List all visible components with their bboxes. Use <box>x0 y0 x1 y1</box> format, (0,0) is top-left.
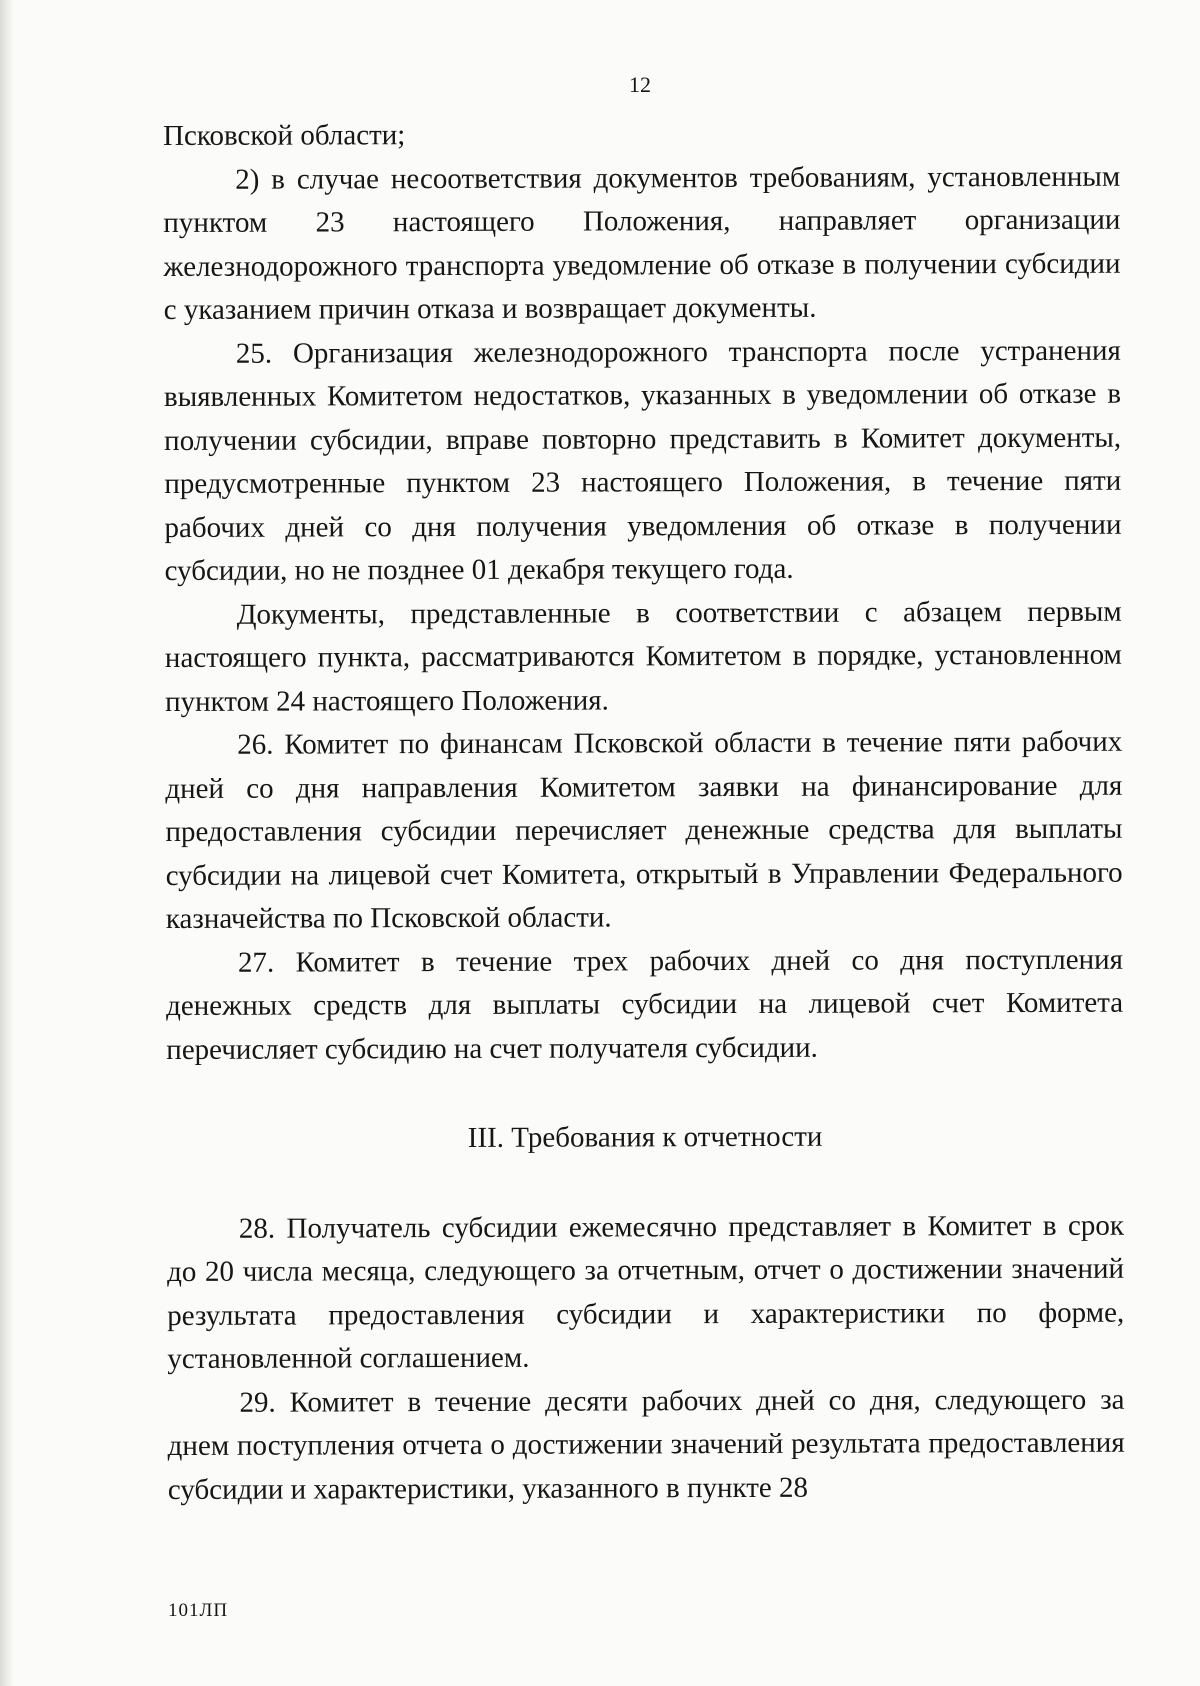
document-code: 101ЛП <box>168 1600 229 1621</box>
paragraph-28: 28. Получатель субсидии ежемесячно представляет в Комитет в срок до 20 числа месяца, следующего за отчетным, отчет о достижении значений результата предоставления субсидии и характеристики по форме, установленной соглашением. <box>166 1209 1125 1375</box>
paragraph-25: 25. Организация железнодорожного транспорта после устранения выявленных Комитетом недостатков, указанных в уведомлении об отказе в получении субсидии, вправе повторно представить в Комитет документы, предусмотренные пунктом 23 настоящего Положения, в течение пяти рабочих дней со дня получения уведомления об отказе в получении субсидии, но не позднее 01 декабря текущего года. <box>163 334 1122 587</box>
page-number: 12 <box>629 72 651 97</box>
document-body <box>163 112 1125 1512</box>
paragraph-25-second: Документы, представленные в соответствии с абзацем первым настоящего пункта, рассматриваются Комитетом в порядке, установленном пунктом 24 настоящего Положения. <box>164 595 1122 718</box>
paragraph-continuation: Псковской области; <box>163 119 406 152</box>
scan-edge <box>0 0 14 1686</box>
paragraph-27: 27. Комитет в течение трех рабочих дней со дня поступления денежных средств для выплаты субсидии на лицевой счет Комитета перечисляет субсидию на счет получателя субсидии. <box>166 943 1124 1066</box>
section-heading: III. Требования к отчетности <box>467 1120 823 1154</box>
paragraph-29: 29. Комитет в течение десяти рабочих дней со дня, следующего за днем поступления отчета о достижении значений результата предоставления субсидии и характеристики, указанного в пункте 28 <box>167 1383 1125 1506</box>
paragraph-26: 26. Комитет по финансам Псковской области в течение пяти рабочих дней со дня направления Комитетом заявки на финансирование для предоставления субсидии перечисляет денежные средства для выплаты субсидии на лицевой счет Комитета, открытый в Управлении Федерального казначейства по Псковской области. <box>165 725 1123 935</box>
paragraph-item-2: 2) в случае несоответствия документов требованиям, установленным пунктом 23 настоящего Положения, направляет организации железнодорожного транспорта уведомление об отказе в получении субсидии с указанием причин отказа и возвращает документы. <box>163 160 1121 326</box>
